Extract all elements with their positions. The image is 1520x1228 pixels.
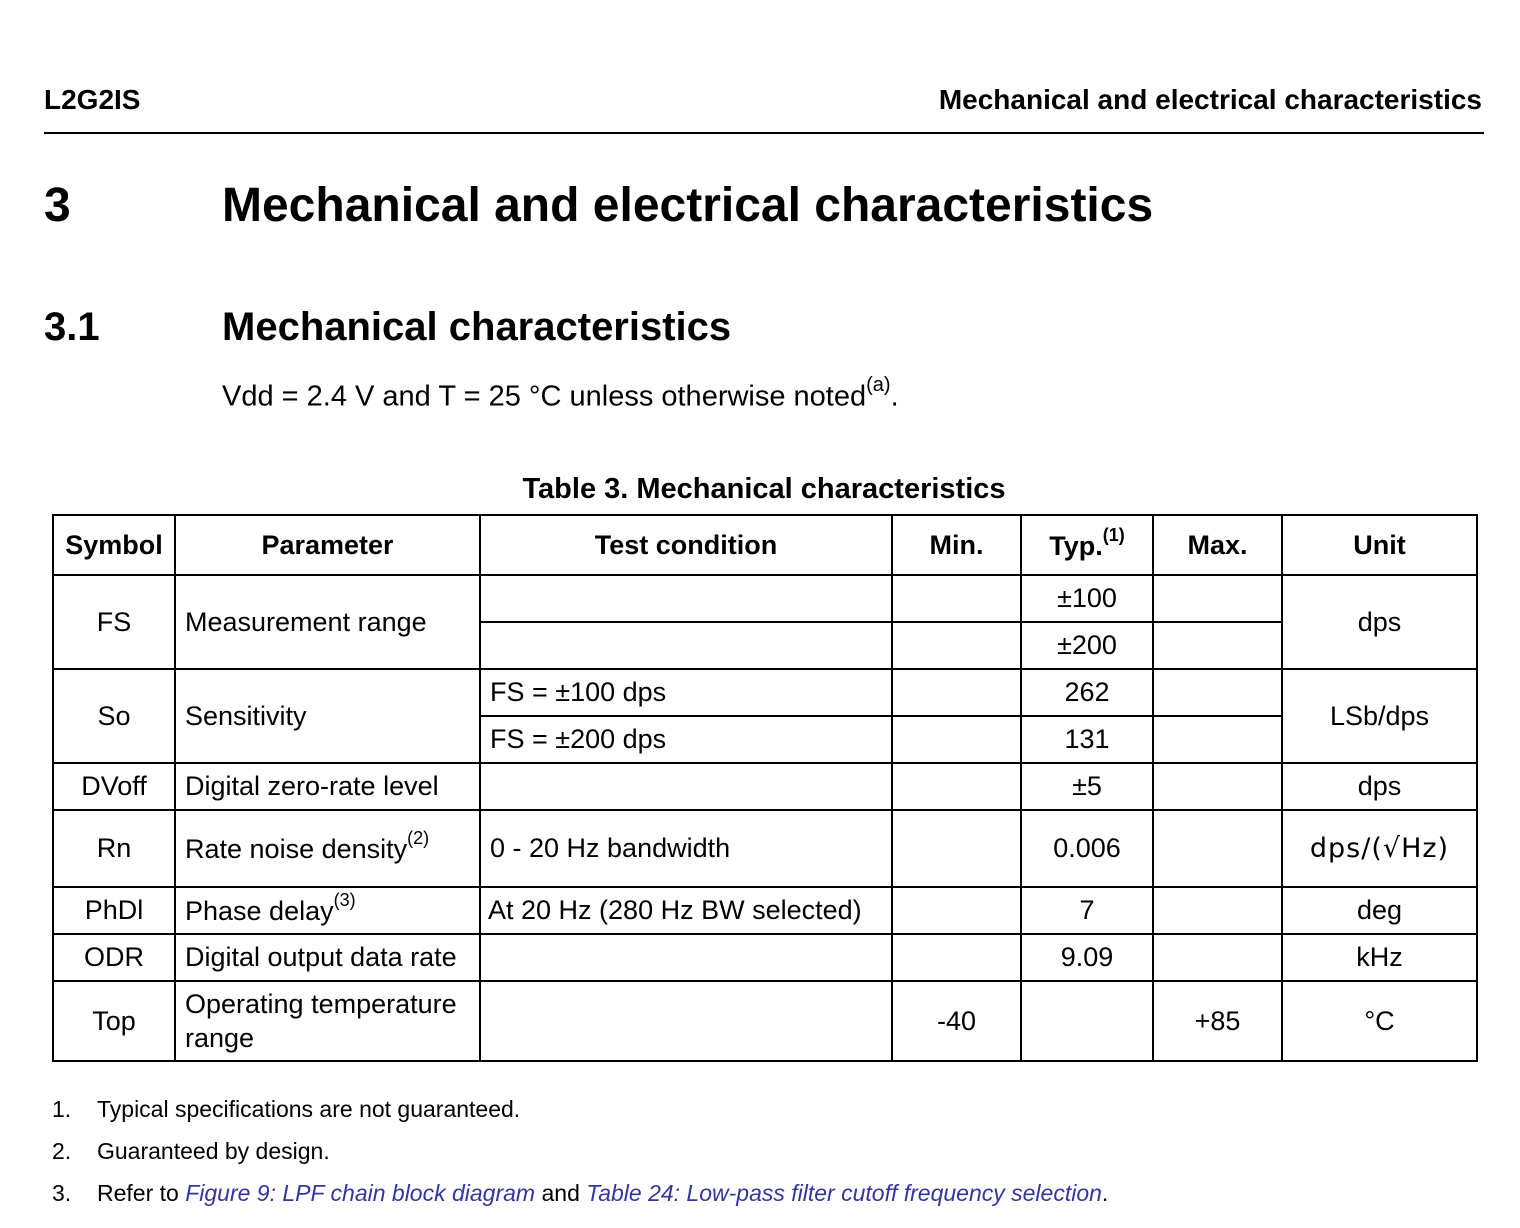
cell-max bbox=[1153, 575, 1282, 622]
footnote-text: Guaranteed by design. bbox=[97, 1138, 330, 1164]
cell-typ: 262 bbox=[1021, 669, 1153, 716]
cell-symbol: Top bbox=[53, 981, 175, 1061]
cell-max bbox=[1153, 622, 1282, 669]
footnote-text bbox=[97, 1176, 1108, 1210]
mechanical-characteristics-table bbox=[52, 514, 1478, 1062]
section-title: Mechanical and electrical characteristics bbox=[222, 179, 1154, 232]
cell-max bbox=[1153, 669, 1282, 716]
footnote-mark-a: (a) bbox=[866, 374, 891, 396]
cell-parameter bbox=[175, 981, 480, 1061]
conditions-end: . bbox=[890, 380, 899, 413]
cell-typ: 131 bbox=[1021, 716, 1153, 763]
cell-parameter: Sensitivity bbox=[175, 669, 480, 763]
cell-condition bbox=[480, 575, 892, 622]
cell-min bbox=[892, 622, 1021, 669]
cell-min bbox=[892, 716, 1021, 763]
cell-parameter: Digital output data rate bbox=[175, 934, 480, 981]
cell-symbol: Rn bbox=[53, 810, 175, 887]
cell-unit: deg bbox=[1282, 887, 1477, 934]
table-row bbox=[53, 575, 1477, 622]
parameter-line-1: Operating temperature bbox=[185, 989, 457, 1019]
parameter-line-2: range bbox=[185, 1023, 255, 1053]
section-number: 3 bbox=[44, 179, 71, 232]
col-header-typ bbox=[1021, 515, 1153, 575]
cell-symbol: So bbox=[53, 669, 175, 763]
cell-min bbox=[892, 575, 1021, 622]
cell-parameter bbox=[175, 887, 480, 934]
cell-condition bbox=[480, 763, 892, 810]
table-row bbox=[53, 934, 1477, 981]
cell-max bbox=[1153, 887, 1282, 934]
cell-condition: 0 - 20 Hz bandwidth bbox=[480, 810, 892, 887]
cell-condition bbox=[480, 934, 892, 981]
table-row bbox=[53, 887, 1477, 934]
cell-unit: dps bbox=[1282, 763, 1477, 810]
footnote-prefix: Refer to bbox=[97, 1180, 186, 1206]
cell-min bbox=[892, 763, 1021, 810]
cell-condition: FS = ±200 dps bbox=[480, 716, 892, 763]
footnote-number: 3. bbox=[52, 1180, 72, 1206]
cell-typ bbox=[1021, 981, 1153, 1061]
cell-typ: 0.006 bbox=[1021, 810, 1153, 887]
cell-symbol: PhDl bbox=[53, 887, 175, 934]
table-caption: Table 3. Mechanical characteristics bbox=[522, 473, 1006, 505]
col-header-typ-label: Typ. bbox=[1049, 530, 1103, 561]
cell-unit: dps/(√Hz) bbox=[1282, 810, 1477, 887]
cell-min: -40 bbox=[892, 981, 1021, 1061]
cell-condition: At 20 Hz (280 Hz BW selected) bbox=[480, 887, 892, 934]
parameter-text: Phase delay bbox=[185, 896, 334, 926]
footnote-number: 1. bbox=[52, 1096, 72, 1122]
col-header-parameter: Parameter bbox=[175, 515, 480, 575]
col-header-symbol: Symbol bbox=[53, 515, 175, 575]
table-header-row bbox=[53, 515, 1477, 575]
footnote-end: . bbox=[1101, 1180, 1109, 1206]
cell-max bbox=[1153, 810, 1282, 887]
running-header-title: Mechanical and electrical characteristics bbox=[938, 84, 1482, 115]
cell-typ: ±200 bbox=[1021, 622, 1153, 669]
subsection-number: 3.1 bbox=[44, 305, 100, 349]
cell-max bbox=[1153, 934, 1282, 981]
header-rule bbox=[44, 132, 1484, 134]
footnote-text: Typical specifications are not guaranteed. bbox=[97, 1096, 521, 1122]
parameter-text: Rate noise density bbox=[185, 834, 408, 864]
col-header-unit: Unit bbox=[1282, 515, 1477, 575]
cell-parameter: Digital zero-rate level bbox=[175, 763, 480, 810]
footnote-ref-1: (1) bbox=[1102, 524, 1125, 545]
cell-parameter: Measurement range bbox=[175, 575, 480, 669]
cell-min bbox=[892, 934, 1021, 981]
col-header-min: Min. bbox=[892, 515, 1021, 575]
cell-min bbox=[892, 887, 1021, 934]
cell-min bbox=[892, 810, 1021, 887]
table-24-link[interactable]: Table 24: Low-pass filter cutoff frequency selection bbox=[586, 1180, 1102, 1206]
col-header-max: Max. bbox=[1153, 515, 1282, 575]
cell-condition bbox=[480, 622, 892, 669]
cell-unit: kHz bbox=[1282, 934, 1477, 981]
cell-unit: LSb/dps bbox=[1282, 669, 1477, 763]
cell-max bbox=[1153, 716, 1282, 763]
col-header-test-condition: Test condition bbox=[480, 515, 892, 575]
cell-min bbox=[892, 669, 1021, 716]
cell-unit: dps bbox=[1282, 575, 1477, 669]
conditions-text: Vdd = 2.4 V and T = 25 °C unless otherwise noted bbox=[222, 380, 867, 413]
cell-max: +85 bbox=[1153, 981, 1282, 1061]
cell-symbol: FS bbox=[53, 575, 175, 669]
cell-typ: 9.09 bbox=[1021, 934, 1153, 981]
table-row bbox=[53, 763, 1477, 810]
subsection-title: Mechanical characteristics bbox=[222, 305, 732, 349]
cell-max bbox=[1153, 763, 1282, 810]
cell-condition: FS = ±100 dps bbox=[480, 669, 892, 716]
cell-unit: °C bbox=[1282, 981, 1477, 1061]
table-row bbox=[53, 810, 1477, 887]
cell-typ: ±5 bbox=[1021, 763, 1153, 810]
footnote-number: 2. bbox=[52, 1138, 72, 1164]
cell-parameter bbox=[175, 810, 480, 887]
footnote-ref-3: (3) bbox=[333, 890, 356, 910]
figure-9-link[interactable]: Figure 9: LPF chain block diagram bbox=[185, 1180, 536, 1206]
conditions-note bbox=[222, 374, 899, 414]
cell-symbol: ODR bbox=[53, 934, 175, 981]
cell-typ: ±100 bbox=[1021, 575, 1153, 622]
cell-typ: 7 bbox=[1021, 887, 1153, 934]
table-row bbox=[53, 669, 1477, 716]
document-code: L2G2IS bbox=[44, 84, 141, 115]
footnote-ref-2: (2) bbox=[407, 828, 430, 848]
table-row bbox=[53, 981, 1477, 1061]
footnote-mid: and bbox=[535, 1180, 587, 1206]
cell-symbol: DVoff bbox=[53, 763, 175, 810]
cell-condition bbox=[480, 981, 892, 1061]
